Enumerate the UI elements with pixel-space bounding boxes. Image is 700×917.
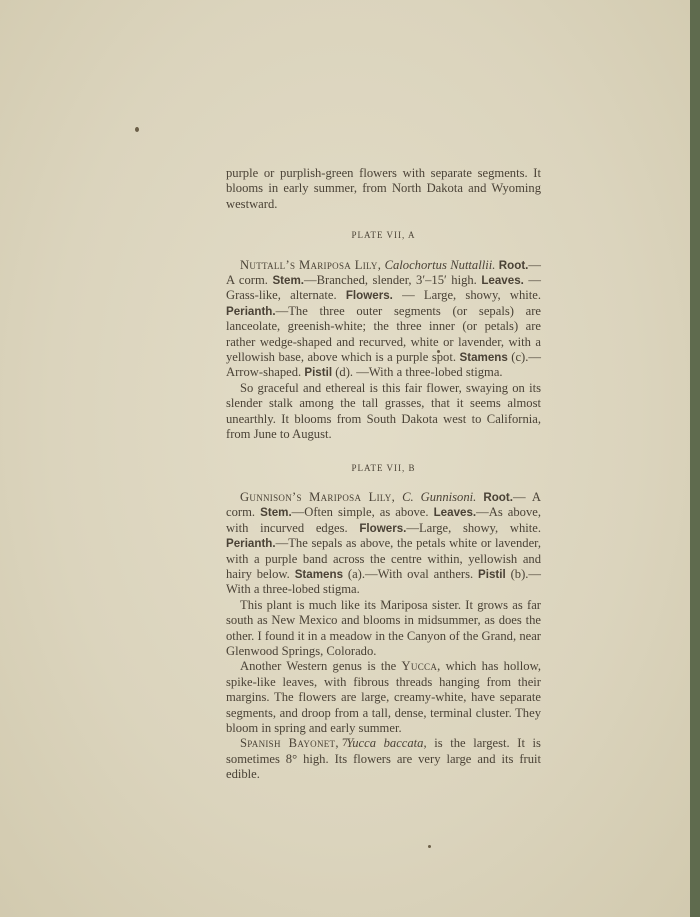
plate-a-common-name: Nuttall’s Mariposa Lily, bbox=[240, 257, 382, 272]
plate-b-common-name: Gunnison’s Mariposa Lily, bbox=[240, 489, 396, 504]
body-text bbox=[226, 166, 541, 783]
root-text: —A corm. bbox=[226, 257, 541, 288]
page-number: 7 bbox=[342, 735, 348, 749]
leaves-label: Leaves. bbox=[481, 274, 524, 288]
plate-b-paragraph: This plant is much like its Mariposa sister. It grows as far south as New Mexico and blooms in midsummer, as does the other. I found it in a meadow in the Canyon of the Grand, near Glenwood Springs, Colorado. bbox=[226, 597, 541, 658]
bayonet-latin: Yucca baccata, bbox=[346, 736, 427, 751]
root-label: Root. bbox=[483, 490, 513, 504]
plate-b-latin-name: C. Gunnisoni. bbox=[402, 489, 477, 504]
flowers-text: —Large, showy, white. bbox=[406, 520, 541, 535]
pistil-text: (b).—With a three-lobed stigma. bbox=[226, 566, 542, 597]
plate-a-latin-name: Calochortus Nuttallii. bbox=[384, 257, 496, 272]
bayonet-text: is the largest. It is sometimes 8° high. Its flowers are very large and its fruit edible. bbox=[226, 736, 541, 782]
flowers-label: Flowers. bbox=[345, 289, 393, 303]
stamens-text: (c).—Arrow-shaped. bbox=[226, 350, 541, 380]
stamens-label: Stamens bbox=[294, 567, 344, 581]
perianth-label: Perianth. bbox=[226, 537, 276, 551]
paper-speck bbox=[428, 845, 431, 848]
stamens-text: (a).—With oval anthers. bbox=[343, 566, 474, 581]
plate-b-description bbox=[226, 490, 541, 598]
leaves-text: — Grass-like, alternate. bbox=[226, 273, 541, 303]
stem-text: —Branched, slender, 3′–15′ high. bbox=[304, 273, 477, 288]
stem-label: Stem. bbox=[260, 506, 292, 520]
leaves-text: —As above, with incurved edges. bbox=[226, 505, 541, 535]
yucca-name: Yucca bbox=[401, 659, 438, 674]
perianth-text: —The three outer segments (or sepals) are lanceolate, greenish-white; the three inner (or petals) are rather wedge-shaped and recurved, white or lavender, with a yellowish base, above which is a purple spot. bbox=[226, 303, 541, 365]
book-cover-edge bbox=[690, 0, 700, 917]
pistil-text: (d). —With a three-lobed stigma. bbox=[332, 365, 503, 380]
pistil-label: Pistil bbox=[304, 366, 333, 380]
plate-a-paragraph: So graceful and ethereal is this fair flower, swaying on its slender stalk among the tall grasses, that it seems almost unearthly. It blooms from South Dakota west to California, from June to August. bbox=[226, 380, 541, 442]
yucca-text: , which has hollow, spike-like leaves, with fibrous threads hanging from their margins. The flowers are large, creamy-white, have separate segments, and droop from a tall, dense, terminal cluster. They bloom in spring and early summer. bbox=[226, 659, 541, 735]
paper-speck bbox=[135, 127, 139, 132]
bayonet-name: Spanish Bayonet, bbox=[240, 736, 339, 751]
plate-a-heading: PLATE VII, A bbox=[351, 230, 416, 241]
root-text: — A corm. bbox=[226, 489, 541, 520]
flowers-label: Flowers. bbox=[359, 521, 407, 535]
plate-b-heading: PLATE VII, B bbox=[351, 462, 416, 473]
leaves-label: Leaves. bbox=[433, 506, 477, 520]
pistil-label: Pistil bbox=[478, 567, 506, 581]
yucca-paragraph bbox=[226, 659, 541, 736]
perianth-label: Perianth. bbox=[226, 304, 276, 318]
root-label: Root. bbox=[498, 258, 529, 272]
stem-label: Stem. bbox=[272, 274, 305, 288]
intro-paragraph: purple or purplish-green flowers with separate segments. It blooms in early summer, from North Dakota and Wyoming westward. bbox=[226, 166, 541, 211]
flowers-text: — Large, showy, white. bbox=[392, 288, 541, 303]
stamens-label: Stamens bbox=[459, 351, 508, 365]
stem-text: —Often simple, as above. bbox=[291, 505, 429, 520]
perianth-text: —The sepals as above, the petals white or lavender, with a purple band across the centre within, yellowish and hairy below. bbox=[226, 536, 541, 581]
yucca-intro: Another Western genus is the bbox=[240, 659, 402, 674]
plate-a-description bbox=[226, 258, 541, 381]
